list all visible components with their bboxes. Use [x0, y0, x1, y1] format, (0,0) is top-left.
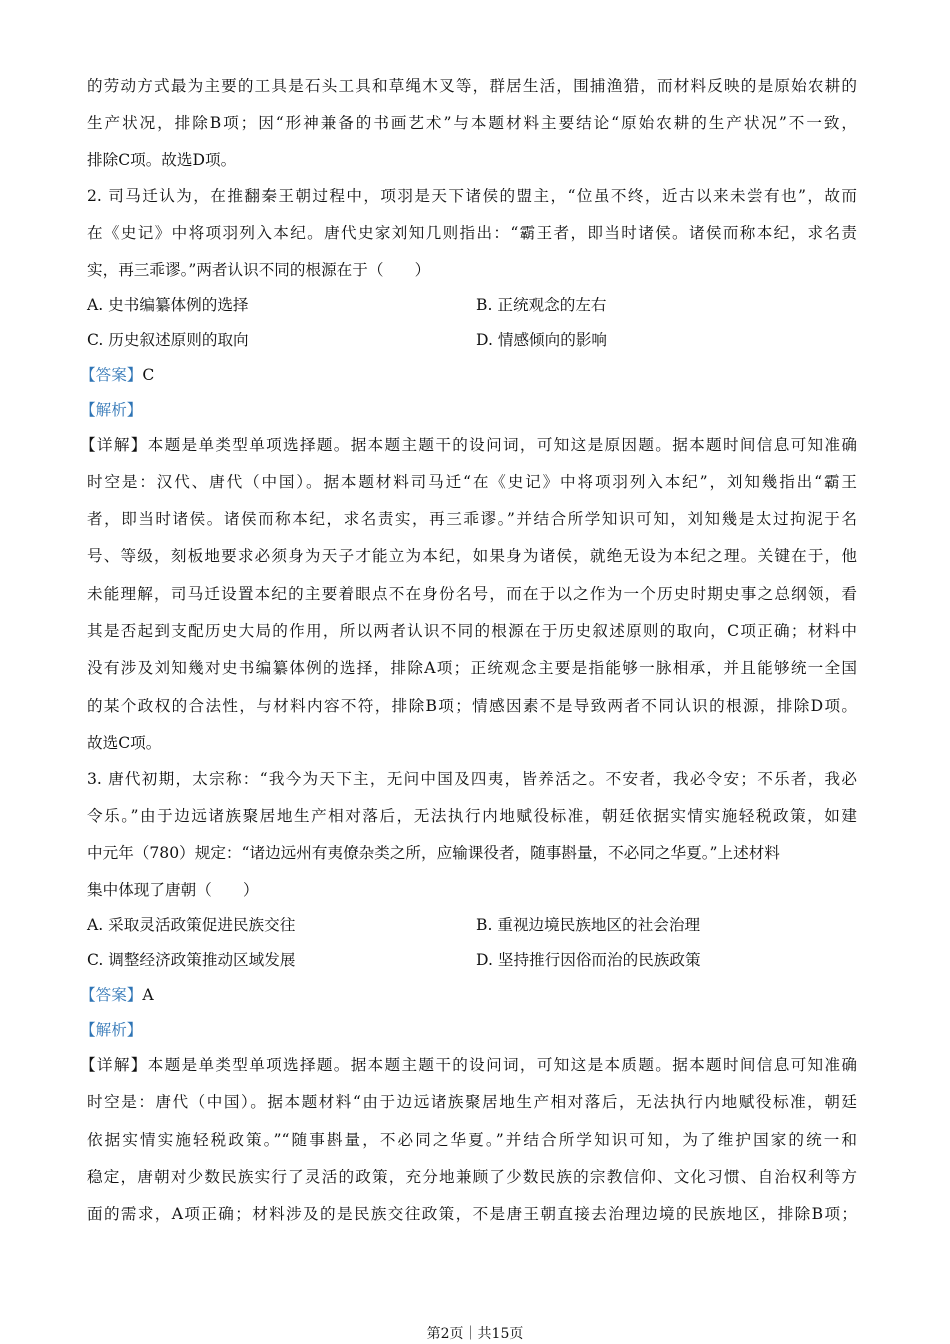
question-2-stem: 实，再三乖谬。”两者认识不同的根源在于（ ）: [87, 261, 431, 279]
answer-value: A: [142, 986, 154, 1004]
question-3-stem: 令乐。”由于边远诸族聚居地生产相对落后，无法执行内地赋役标准，朝廷依据实情实施轻税政策，如建: [87, 807, 857, 825]
paragraph-line: 生产状况，排除B项；因“形神兼备的书画艺术”与本题材料主要结论“原始农耕的生产状况”不一致，: [87, 114, 857, 132]
question-3-stem: 中元年（780）规定：“诸边远州有夷僚杂类之所，应输课役者，随事斟量，不必同之华夏。”上述材料: [87, 844, 780, 862]
detail-line: 故选C项。: [87, 734, 162, 752]
detail-line: 未能理解，司马迁设置本纪的主要着眼点不在身份名号，而在于以之作为一个历史时期史事之总纲领，看: [87, 585, 857, 603]
detail-line: 者，即当时诸侯。诸侯而称本纪，求名责实，再三乖谬。”并结合所学知识可知，刘知幾是太过拘泥于名: [87, 510, 857, 528]
option-a: A. 史书编纂体例的选择: [87, 296, 249, 314]
option-d: D. 情感倾向的影响: [476, 331, 608, 349]
detail-line: 时空是：汉代、唐代（中国）。据本题材料司马迁“在《史记》中将项羽列入本纪”，刘知幾指出“霸王: [87, 473, 857, 491]
page-footer: 第2页｜共15页: [426, 1326, 524, 1342]
analysis-label: 【解析】: [80, 401, 143, 419]
detail-line: [80, 1054, 857, 1076]
option-c: C. 历史叙述原则的取向: [87, 331, 249, 349]
option-c: C. 调整经济政策推动区域发展: [87, 951, 296, 969]
detail-line: 的某个政权的合法性，与材料内容不符，排除B项；情感因素不是导致两者不同认识的根源，排除D项。: [87, 697, 857, 715]
paragraph-line: 排除C项。故选D项。: [87, 151, 237, 169]
detail-line: 没有涉及刘知幾对史书编纂体例的选择，排除A项；正统观念主要是指能够一脉相承，并且能够统一全国: [87, 659, 857, 677]
option-a: A. 采取灵活政策促进民族交往: [87, 916, 296, 934]
question-3-stem: 集中体现了唐朝（ ）: [87, 881, 259, 899]
detail-text: 本题是单类型单项选择题。据本题主题干的设问词，可知这是本质题。据本题时间信息可知准确: [147, 1056, 857, 1074]
answer-line: [80, 984, 850, 1006]
detail-label: 【详解】: [80, 436, 148, 454]
detail-text: 本题是单类型单项选择题。据本题主题干的设问词，可知这是原因题。据本题时间信息可知准确: [147, 436, 857, 454]
detail-line: [80, 434, 857, 456]
option-b: B. 正统观念的左右: [476, 296, 607, 314]
option-d: D. 坚持推行因俗而治的民族政策: [476, 951, 701, 969]
answer-value: C: [142, 366, 155, 384]
question-3-stem: 3. 唐代初期，太宗称：“我今为天下主，无问中国及四夷，皆养活之。不安者，我必令安；不乐者，我必: [87, 770, 857, 788]
question-2-stem: 2. 司马迁认为，在推翻秦王朝过程中，项羽是天下诸侯的盟主，“位虽不终，近古以来未尝有也”，故而: [87, 187, 857, 205]
paragraph-line: 的劳动方式最为主要的工具是石头工具和草绳木叉等，群居生活，围捕渔猎，而材料反映的是原始农耕的: [87, 77, 857, 95]
answer-label: 【答案】: [80, 986, 143, 1004]
detail-line: 依据实情实施轻税政策。”“随事斟量，不必同之华夏。”并结合所学知识可知，为了维护国家的统一和: [87, 1131, 857, 1149]
detail-line: 号、等级，刻板地要求必须身为天子才能立为本纪，如果身为诸侯，就绝无设为本纪之理。关键在于，他: [87, 547, 857, 565]
question-2-stem: 在《史记》中将项羽列入本纪。唐代史家刘知几则指出：“霸王者，即当时诸侯。诸侯而称本纪，求名责: [87, 224, 857, 242]
detail-label: 【详解】: [80, 1056, 148, 1074]
detail-line: 时空是：唐代（中国）。据本题材料“由于边远诸族聚居地生产相对落后，无法执行内地赋役标准，朝廷: [87, 1093, 857, 1111]
detail-line: 其是否起到支配历史大局的作用，所以两者认识不同的根源在于历史叙述原则的取向，C项正确；材料中: [87, 622, 857, 640]
answer-line: [80, 364, 850, 386]
detail-line: 面的需求，A项正确；材料涉及的是民族交往政策，不是唐王朝直接去治理边境的民族地区，排除B项；: [87, 1205, 857, 1223]
answer-label: 【答案】: [80, 366, 143, 384]
analysis-label: 【解析】: [80, 1021, 143, 1039]
option-b: B. 重视边境民族地区的社会治理: [476, 916, 701, 934]
detail-line: 稳定，唐朝对少数民族实行了灵活的政策，充分地兼顾了少数民族的宗教信仰、文化习惯、自治权利等方: [87, 1168, 857, 1186]
